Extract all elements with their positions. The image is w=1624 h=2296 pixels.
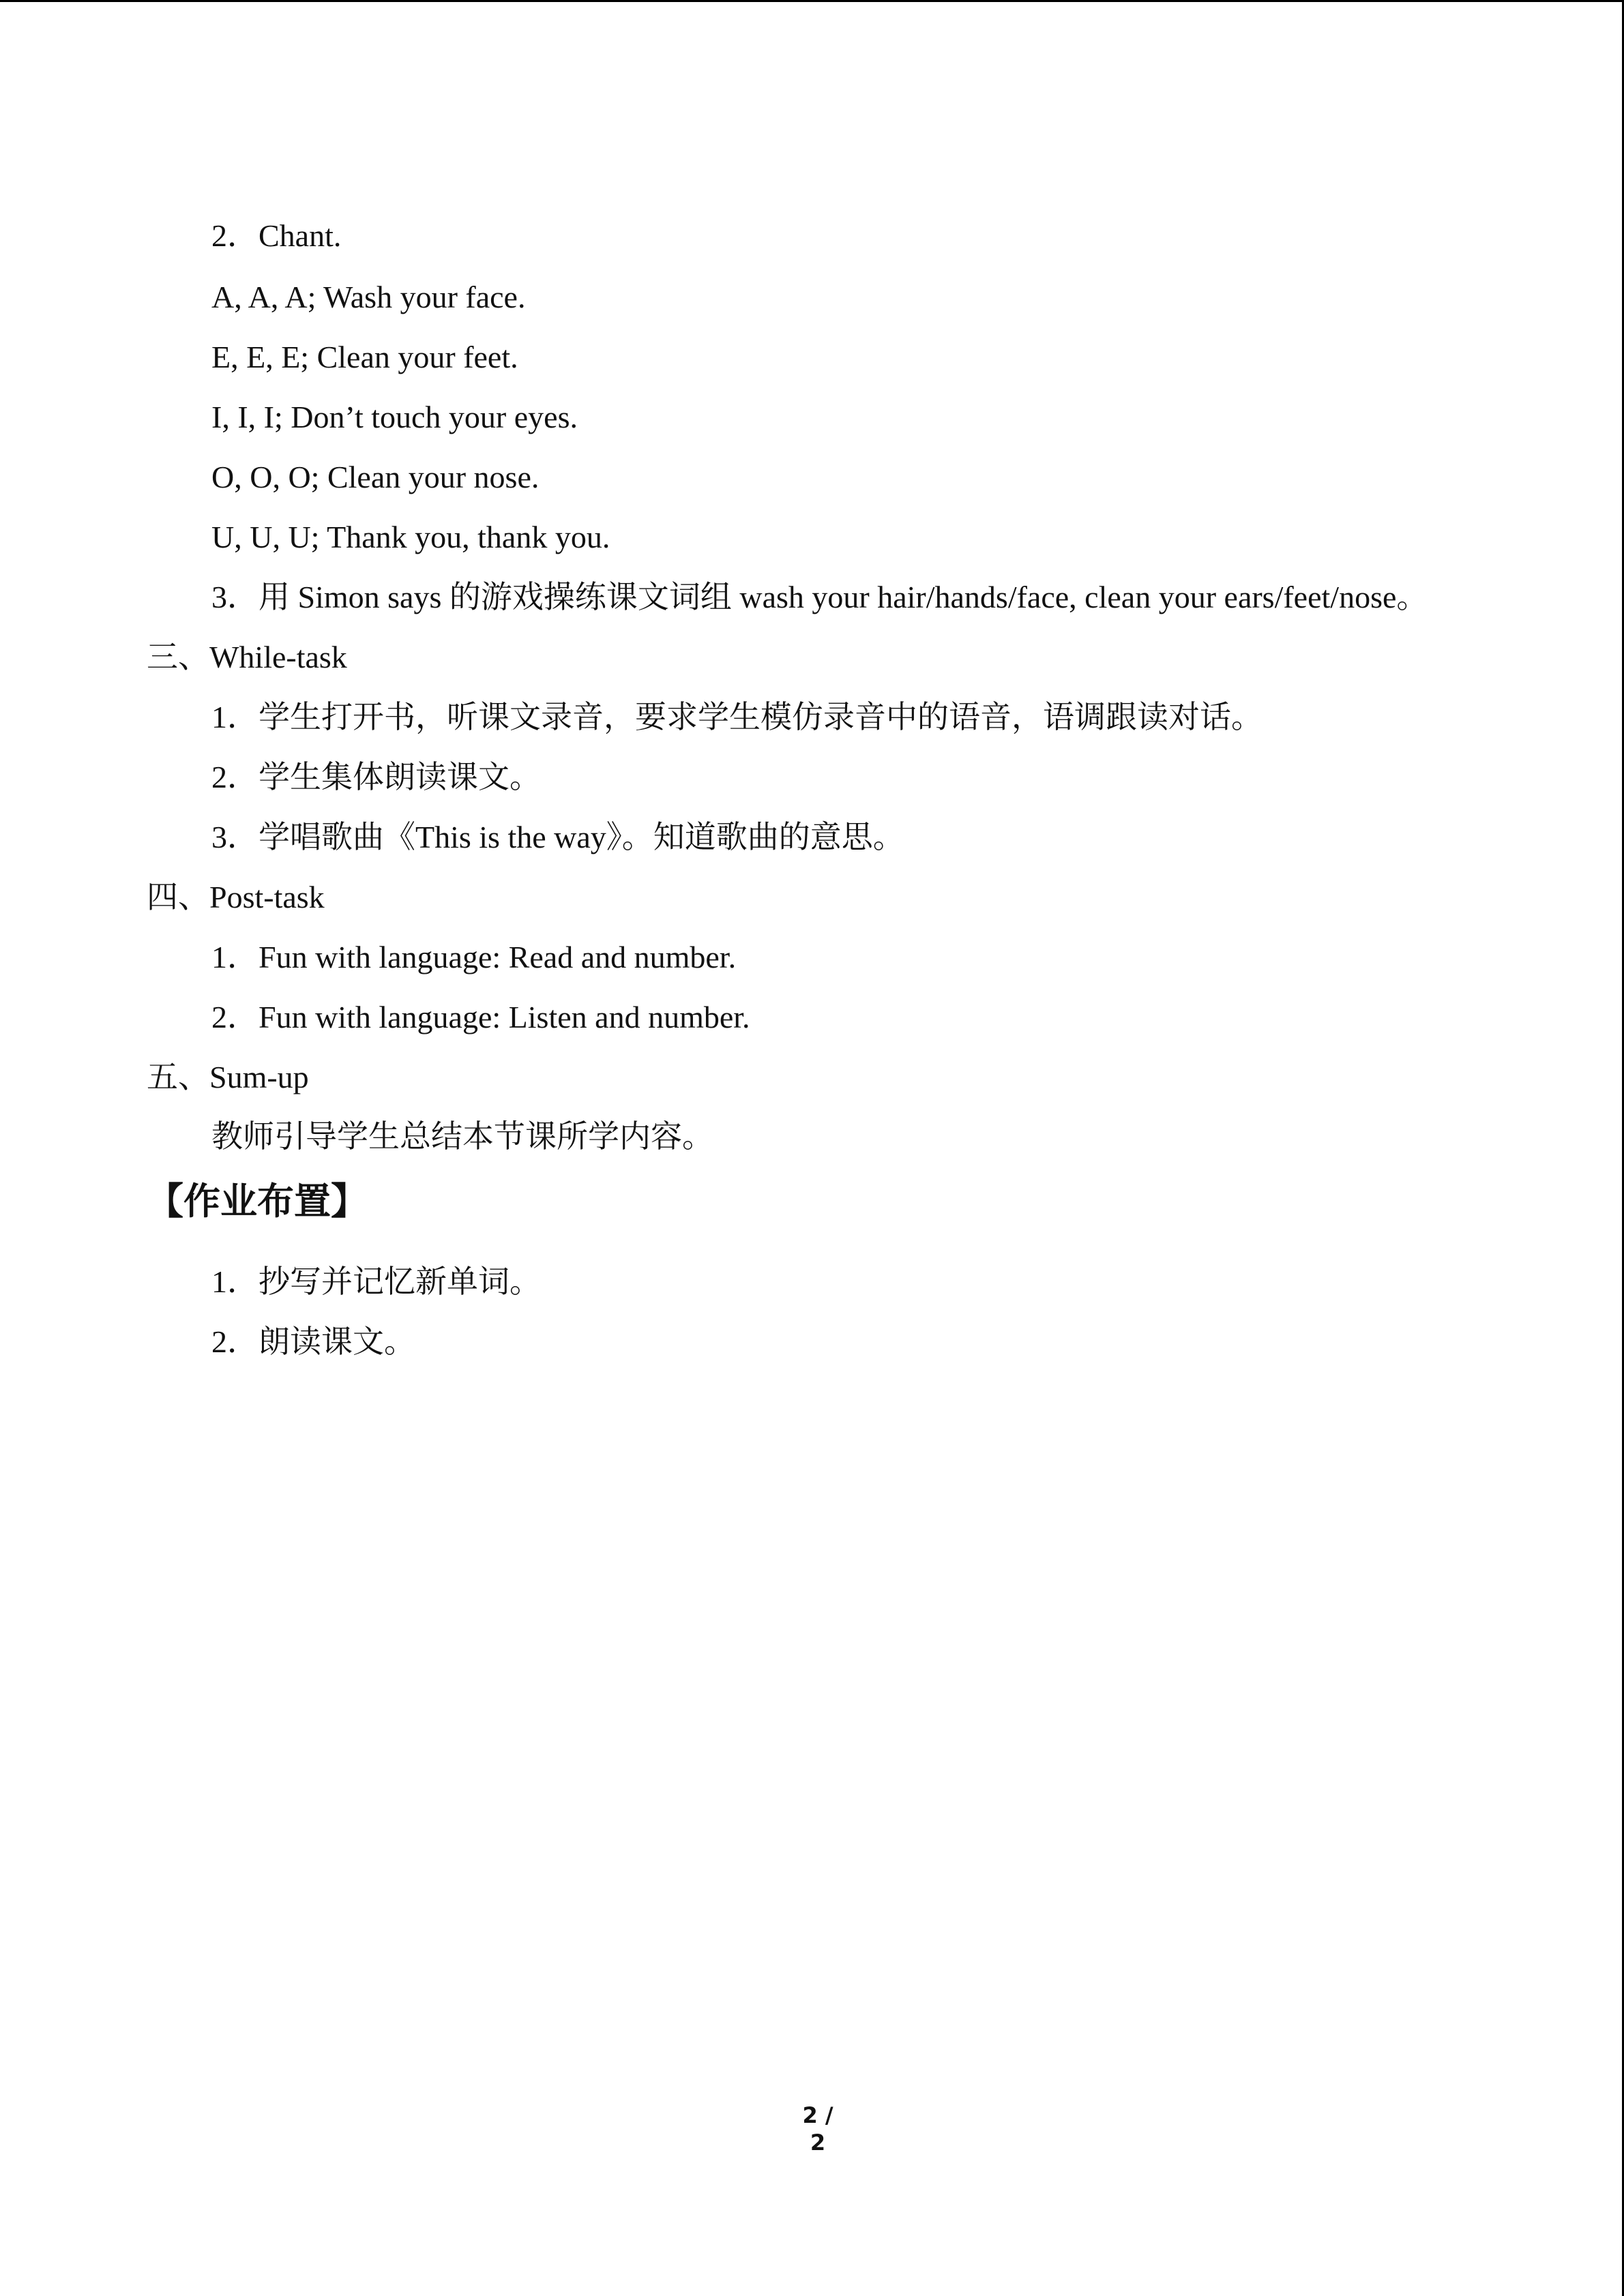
list-item: 1．抄写并记忆新单词。 bbox=[211, 1264, 541, 1299]
chant-line: I, I, I; Don’t touch your eyes. bbox=[211, 400, 578, 434]
section-heading-post-task: 四、Post-task bbox=[147, 880, 325, 914]
chant-heading: 2．Chant. bbox=[211, 218, 342, 253]
list-item: 1．Fun with language: Read and number. bbox=[211, 940, 737, 974]
list-item: 3．学唱歌曲《This is the way》。知道歌曲的意思。 bbox=[211, 820, 904, 854]
list-item: 2．学生集体朗读课文。 bbox=[211, 760, 541, 794]
section-heading-sum-up: 五、Sum-up bbox=[147, 1060, 309, 1094]
list-item: 1．学生打开书，听课文录音，要求学生模仿录音中的语音，语调跟读对话。 bbox=[211, 700, 1263, 734]
section-heading-while-task: 三、While-task bbox=[147, 640, 347, 674]
chant-line: U, U, U; Thank you, thank you. bbox=[211, 520, 610, 554]
chant-line: E, E, E; Clean your feet. bbox=[211, 340, 518, 374]
page-number: 2 / 2 bbox=[802, 2102, 833, 2156]
sum-up-text: 教师引导学生总结本节课所学内容。 bbox=[211, 1119, 713, 1154]
list-item: 2．Fun with language: Listen and number. bbox=[211, 1000, 750, 1034]
simon-says-item: 3．用 Simon says 的游戏操练课文词组 wash your hair/hands/face, clean your ears/feet/nose。 bbox=[211, 580, 1428, 614]
list-item: 2．朗读课文。 bbox=[211, 1324, 415, 1359]
homework-title: 【作业布置】 bbox=[147, 1180, 368, 1223]
chant-line: A, A, A; Wash your face. bbox=[211, 280, 526, 314]
chant-line: O, O, O; Clean your nose. bbox=[211, 460, 540, 494]
